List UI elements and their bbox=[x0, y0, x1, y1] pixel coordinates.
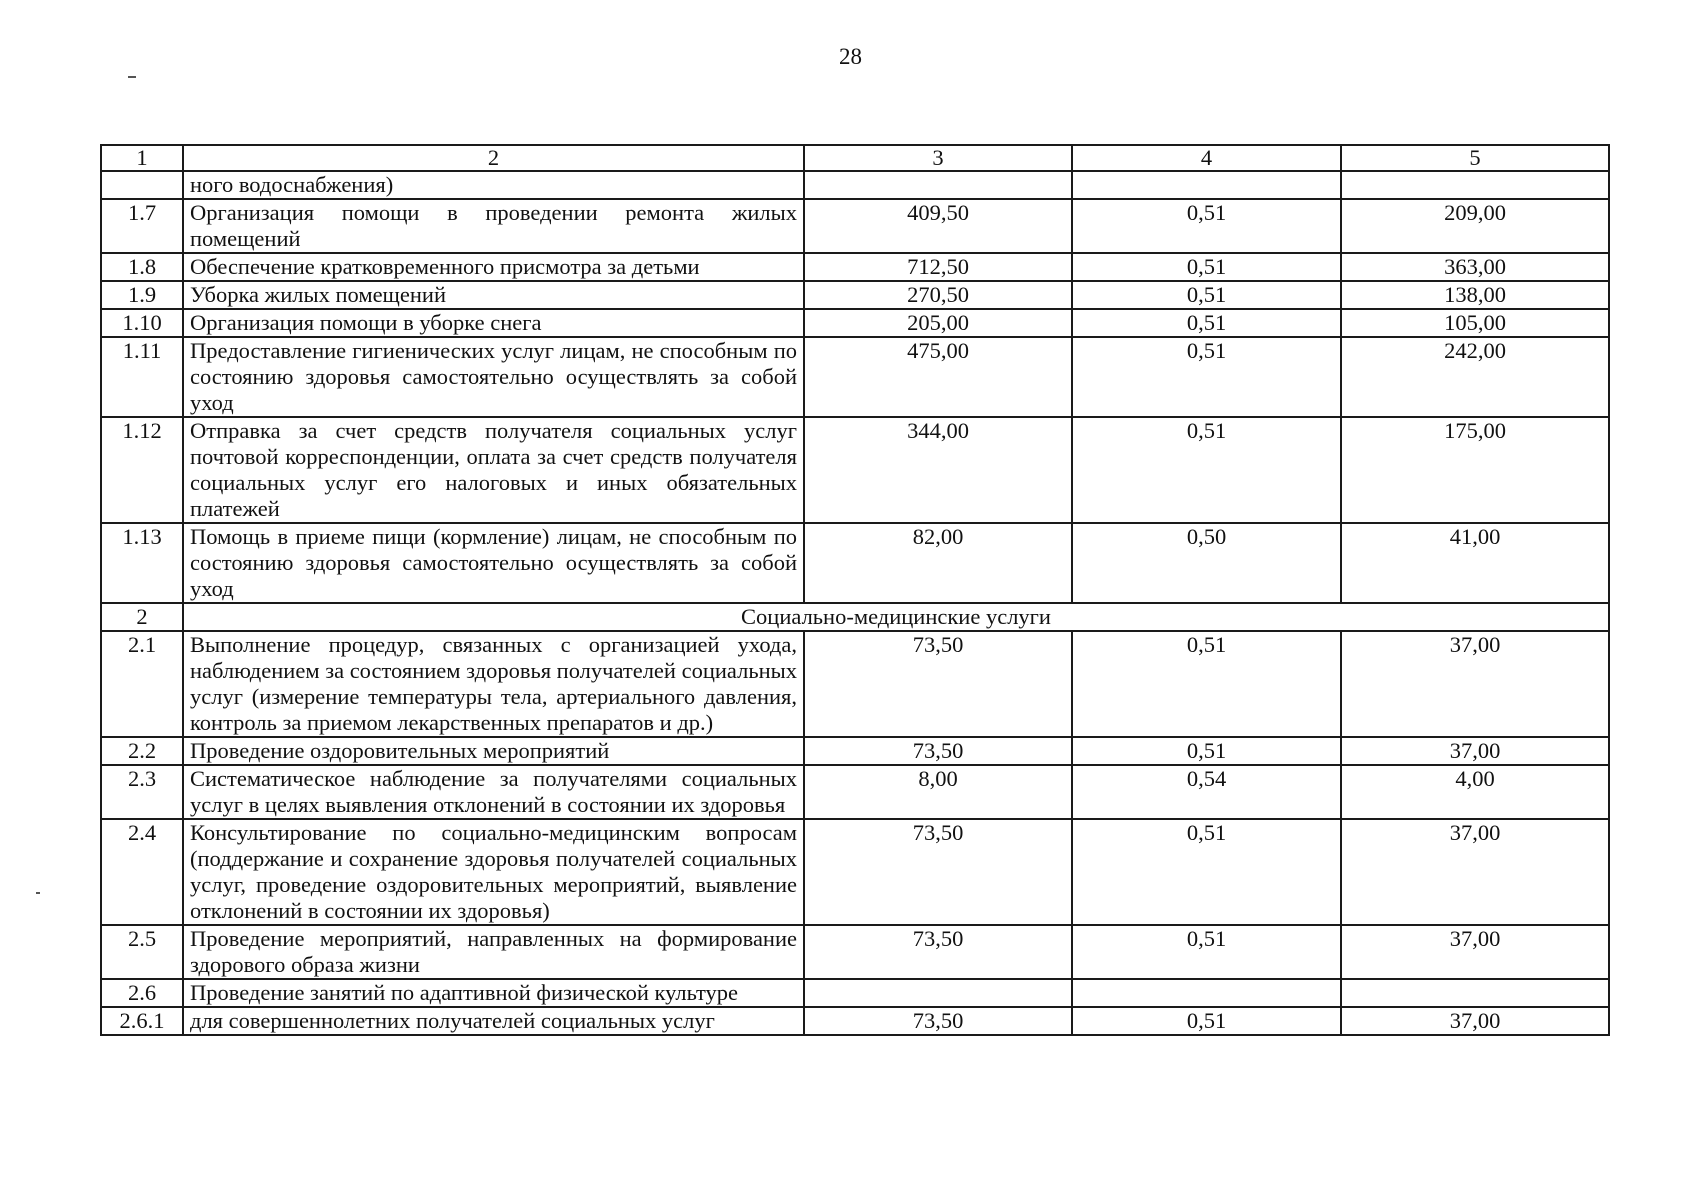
column-number: 1 bbox=[101, 145, 183, 171]
value-col5: 37,00 bbox=[1341, 737, 1609, 765]
value-col5: 37,00 bbox=[1341, 819, 1609, 925]
column-number: 3 bbox=[804, 145, 1072, 171]
value-col5: 363,00 bbox=[1341, 253, 1609, 281]
value-col5: 37,00 bbox=[1341, 1007, 1609, 1035]
value-col5: 209,00 bbox=[1341, 199, 1609, 253]
section-row bbox=[101, 603, 1609, 631]
value-col4: 0,54 bbox=[1072, 765, 1341, 819]
value-col4: 0,51 bbox=[1072, 737, 1341, 765]
service-name: Систематическое наблюдение за получателями социальных услуг в целях выявления отклонений в состоянии их здоровья bbox=[183, 765, 804, 819]
value-col5: 138,00 bbox=[1341, 281, 1609, 309]
value-col3: 409,50 bbox=[804, 199, 1072, 253]
service-name: ного водоснабжения) bbox=[183, 171, 804, 199]
table-row bbox=[101, 765, 1609, 819]
value-col5: 41,00 bbox=[1341, 523, 1609, 603]
value-col5: 105,00 bbox=[1341, 309, 1609, 337]
row-number: 2.2 bbox=[101, 737, 183, 765]
row-number: 1.10 bbox=[101, 309, 183, 337]
value-col3: 8,00 bbox=[804, 765, 1072, 819]
table-row bbox=[101, 199, 1609, 253]
table-row bbox=[101, 417, 1609, 523]
service-name: Выполнение процедур, связанных с организацией ухода, наблюдением за состоянием здоровья получателей социальных услуг (измерение температуры тела, артериального давления, контроль за приемом лекарственных препаратов и др.) bbox=[183, 631, 804, 737]
row-number: 1.8 bbox=[101, 253, 183, 281]
value-col4: 0,51 bbox=[1072, 253, 1341, 281]
value-col4: 0,51 bbox=[1072, 925, 1341, 979]
value-col3 bbox=[804, 979, 1072, 1007]
section-number: 2 bbox=[101, 603, 183, 631]
value-col3: 270,50 bbox=[804, 281, 1072, 309]
table-row bbox=[101, 523, 1609, 603]
scan-speck bbox=[128, 76, 136, 78]
value-col4: 0,51 bbox=[1072, 281, 1341, 309]
service-name: Проведение оздоровительных мероприятий bbox=[183, 737, 804, 765]
value-col4: 0,51 bbox=[1072, 309, 1341, 337]
row-number: 1.13 bbox=[101, 523, 183, 603]
table-row bbox=[101, 1007, 1609, 1035]
value-col3 bbox=[804, 171, 1072, 199]
service-name: Консультирование по социально-медицинским вопросам (поддержание и сохранение здоровья получателей социальных услуг, проведение оздоровительных мероприятий, выявление отклонений в состоянии их здоровья) bbox=[183, 819, 804, 925]
value-col4: 0,51 bbox=[1072, 417, 1341, 523]
service-name: для совершеннолетних получателей социальных услуг bbox=[183, 1007, 804, 1035]
value-col5: 37,00 bbox=[1341, 631, 1609, 737]
value-col3: 73,50 bbox=[804, 819, 1072, 925]
row-number: 1.11 bbox=[101, 337, 183, 417]
row-number: 2.5 bbox=[101, 925, 183, 979]
value-col5: 37,00 bbox=[1341, 925, 1609, 979]
column-number: 2 bbox=[183, 145, 804, 171]
value-col3: 73,50 bbox=[804, 1007, 1072, 1035]
table-row bbox=[101, 309, 1609, 337]
service-name: Проведение мероприятий, направленных на формирование здорового образа жизни bbox=[183, 925, 804, 979]
row-number: 2.6.1 bbox=[101, 1007, 183, 1035]
value-col4: 0,51 bbox=[1072, 631, 1341, 737]
value-col4 bbox=[1072, 979, 1341, 1007]
row-number: 2.1 bbox=[101, 631, 183, 737]
value-col4: 0,51 bbox=[1072, 337, 1341, 417]
table-row bbox=[101, 925, 1609, 979]
value-col3: 73,50 bbox=[804, 925, 1072, 979]
scan-speck bbox=[36, 892, 40, 894]
row-number: 2.4 bbox=[101, 819, 183, 925]
value-col4 bbox=[1072, 171, 1341, 199]
service-name: Проведение занятий по адаптивной физической культуре bbox=[183, 979, 804, 1007]
value-col5 bbox=[1341, 979, 1609, 1007]
column-number: 5 bbox=[1341, 145, 1609, 171]
service-name: Организация помощи в уборке снега bbox=[183, 309, 804, 337]
service-name: Организация помощи в проведении ремонта жилых помещений bbox=[183, 199, 804, 253]
table-row bbox=[101, 979, 1609, 1007]
value-col5: 4,00 bbox=[1341, 765, 1609, 819]
table-row bbox=[101, 171, 1609, 199]
service-name: Обеспечение кратковременного присмотра за детьми bbox=[183, 253, 804, 281]
value-col3: 205,00 bbox=[804, 309, 1072, 337]
table-row bbox=[101, 337, 1609, 417]
value-col3: 73,50 bbox=[804, 631, 1072, 737]
row-number: 1.12 bbox=[101, 417, 183, 523]
value-col4: 0,50 bbox=[1072, 523, 1341, 603]
service-name: Предоставление гигиенических услуг лицам, не способным по состоянию здоровья самостоятельно осуществлять за собой уход bbox=[183, 337, 804, 417]
row-number bbox=[101, 171, 183, 199]
table-row bbox=[101, 281, 1609, 309]
table-row bbox=[101, 819, 1609, 925]
page-number: 28 bbox=[839, 44, 862, 69]
row-number: 2.6 bbox=[101, 979, 183, 1007]
value-col3: 475,00 bbox=[804, 337, 1072, 417]
service-name: Отправка за счет средств получателя социальных услуг почтовой корреспонденции, оплата за счет средств получателя социальных услуг его налоговых и иных обязательных платежей bbox=[183, 417, 804, 523]
table-row bbox=[101, 253, 1609, 281]
table-row bbox=[101, 631, 1609, 737]
services-tariff-table bbox=[100, 144, 1610, 1036]
value-col3: 82,00 bbox=[804, 523, 1072, 603]
value-col4: 0,51 bbox=[1072, 1007, 1341, 1035]
value-col3: 344,00 bbox=[804, 417, 1072, 523]
value-col5 bbox=[1341, 171, 1609, 199]
section-title: Социально-медицинские услуги bbox=[183, 603, 1609, 631]
value-col3: 712,50 bbox=[804, 253, 1072, 281]
table-row bbox=[101, 737, 1609, 765]
column-number-row bbox=[101, 145, 1609, 171]
service-name: Помощь в приеме пищи (кормление) лицам, не способным по состоянию здоровья самостоятельно осуществлять за собой уход bbox=[183, 523, 804, 603]
column-number: 4 bbox=[1072, 145, 1341, 171]
value-col5: 242,00 bbox=[1341, 337, 1609, 417]
value-col3: 73,50 bbox=[804, 737, 1072, 765]
value-col4: 0,51 bbox=[1072, 819, 1341, 925]
row-number: 2.3 bbox=[101, 765, 183, 819]
row-number: 1.7 bbox=[101, 199, 183, 253]
value-col4: 0,51 bbox=[1072, 199, 1341, 253]
row-number: 1.9 bbox=[101, 281, 183, 309]
value-col5: 175,00 bbox=[1341, 417, 1609, 523]
service-name: Уборка жилых помещений bbox=[183, 281, 804, 309]
